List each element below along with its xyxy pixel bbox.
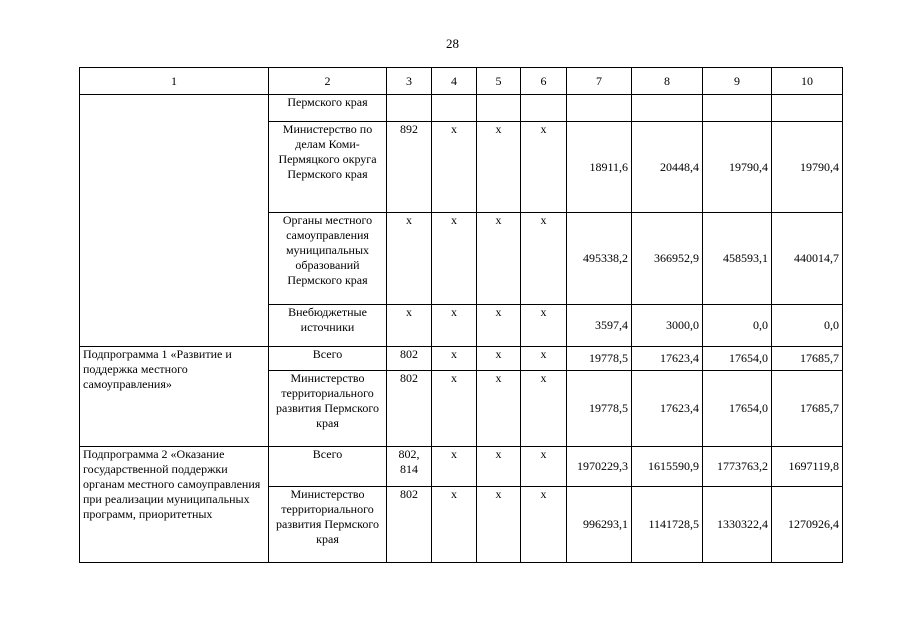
table-row — [80, 447, 843, 487]
source-cell: Внебюджетные источники — [269, 305, 387, 347]
value-cell: 495338,2 — [567, 213, 632, 305]
value-cell: 19778,5 — [567, 371, 632, 447]
value-cell: 996293,1 — [567, 487, 632, 563]
value-cell — [703, 95, 772, 122]
value-cell: 458593,1 — [703, 213, 772, 305]
value-cell: 19778,5 — [567, 347, 632, 371]
source-cell: Всего — [269, 447, 387, 487]
x-cell: x — [477, 305, 521, 347]
value-cell: 0,0 — [772, 305, 843, 347]
value-cell: 17685,7 — [772, 347, 843, 371]
x-cell — [477, 95, 521, 122]
x-cell: x — [432, 487, 477, 563]
value-cell — [567, 95, 632, 122]
x-cell: x — [432, 122, 477, 213]
code-cell — [387, 95, 432, 122]
value-cell: 1615590,9 — [632, 447, 703, 487]
value-cell: 0,0 — [703, 305, 772, 347]
x-cell — [521, 95, 567, 122]
value-cell: 19790,4 — [772, 122, 843, 213]
x-cell: x — [477, 487, 521, 563]
x-cell: x — [521, 122, 567, 213]
source-cell: Всего — [269, 347, 387, 371]
header-cell: 10 — [772, 68, 843, 95]
header-cell: 2 — [269, 68, 387, 95]
x-cell — [432, 95, 477, 122]
header-cell: 6 — [521, 68, 567, 95]
value-cell: 1773763,2 — [703, 447, 772, 487]
source-cell: Органы местного самоуправления муниципальных образований Пермского края — [269, 213, 387, 305]
value-cell: 19790,4 — [703, 122, 772, 213]
x-cell: x — [432, 447, 477, 487]
x-cell: x — [521, 371, 567, 447]
value-cell: 366952,9 — [632, 213, 703, 305]
x-cell: x — [432, 347, 477, 371]
header-cell: 3 — [387, 68, 432, 95]
x-cell: x — [477, 347, 521, 371]
header-cell: 5 — [477, 68, 521, 95]
code-cell: 802 — [387, 371, 432, 447]
source-cell: Министерство территориального развития Пермского края — [269, 487, 387, 563]
program-name-cell: Подпрограмма 1 «Развитие и поддержка местного самоуправления» — [80, 347, 269, 447]
code-cell: x — [387, 213, 432, 305]
code-cell: 802, 814 — [387, 447, 432, 487]
value-cell: 1970229,3 — [567, 447, 632, 487]
x-cell: x — [432, 213, 477, 305]
x-cell: x — [432, 305, 477, 347]
value-cell: 1270926,4 — [772, 487, 843, 563]
source-cell: Министерство территориального развития Пермского края — [269, 371, 387, 447]
x-cell: x — [477, 371, 521, 447]
table-row — [80, 347, 843, 371]
value-cell: 17685,7 — [772, 371, 843, 447]
value-cell — [632, 95, 703, 122]
value-cell: 440014,7 — [772, 213, 843, 305]
value-cell: 3000,0 — [632, 305, 703, 347]
value-cell: 1330322,4 — [703, 487, 772, 563]
program-name-cell: Подпрограмма 2 «Оказание государственной поддержки органам местного самоуправления при реализации муниципальных программ, приоритетных — [80, 447, 269, 563]
header-cell: 4 — [432, 68, 477, 95]
x-cell: x — [521, 347, 567, 371]
value-cell: 17654,0 — [703, 371, 772, 447]
x-cell: x — [521, 305, 567, 347]
value-cell: 3597,4 — [567, 305, 632, 347]
value-cell: 1141728,5 — [632, 487, 703, 563]
value-cell: 17623,4 — [632, 371, 703, 447]
header-cell: 1 — [80, 68, 269, 95]
x-cell: x — [477, 122, 521, 213]
header-cell: 7 — [567, 68, 632, 95]
x-cell: x — [477, 447, 521, 487]
x-cell: x — [432, 371, 477, 447]
page-number: 28 — [446, 36, 459, 51]
header-row — [80, 68, 843, 95]
value-cell — [772, 95, 843, 122]
source-cell: Пермского края — [269, 95, 387, 122]
header-cell: 9 — [703, 68, 772, 95]
code-cell: 802 — [387, 347, 432, 371]
x-cell: x — [521, 487, 567, 563]
value-cell: 17654,0 — [703, 347, 772, 371]
code-cell: 892 — [387, 122, 432, 213]
x-cell: x — [477, 213, 521, 305]
program-name-cell — [80, 95, 269, 347]
value-cell: 18911,6 — [567, 122, 632, 213]
value-cell: 1697119,8 — [772, 447, 843, 487]
code-cell: x — [387, 305, 432, 347]
table-row — [80, 95, 843, 122]
header-cell: 8 — [632, 68, 703, 95]
value-cell: 17623,4 — [632, 347, 703, 371]
x-cell: x — [521, 447, 567, 487]
source-cell: Министерство по делам Коми-Пермяцкого округа Пермского края — [269, 122, 387, 213]
code-cell: 802 — [387, 487, 432, 563]
budget-table — [79, 67, 843, 563]
value-cell: 20448,4 — [632, 122, 703, 213]
x-cell: x — [521, 213, 567, 305]
